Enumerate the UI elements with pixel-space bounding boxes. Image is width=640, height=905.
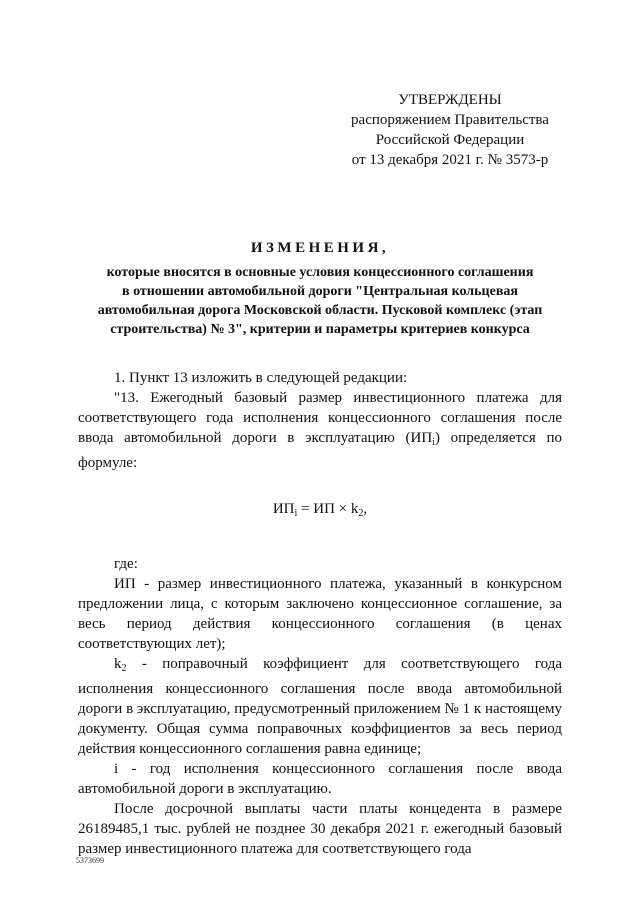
formula-term: = ИП × k xyxy=(297,501,359,517)
paragraph-text: "13. Ежегодный базовый размер инвестиционного платежа для соответствующего года исполнения концессионного соглашения после ввода автомобильной дороги в эксплуатацию (ИП xyxy=(78,390,562,446)
subtitle-line: в отношении автомобильной дороги "Центральная кольцевая xyxy=(122,284,518,299)
formula-term: ИП xyxy=(272,501,295,517)
paragraph: где: xyxy=(114,556,138,572)
paragraph-text: k xyxy=(114,656,122,672)
paragraph: После досрочной выплаты части платы концедента в размере 26189485,1 тыс. рублей не позднее 30 декабря 2021 г. ежегодный базовый размер инвестиционного платежа для соответствующего года xyxy=(78,801,562,857)
subscript: 2 xyxy=(358,508,364,519)
formula xyxy=(78,499,562,524)
subscript: 2 xyxy=(121,663,127,674)
paragraph: 1. Пункт 13 изложить в следующей редакции: xyxy=(114,370,408,386)
document-subtitle xyxy=(78,263,562,339)
subscript: i xyxy=(294,508,298,519)
paragraph: ИП - размер инвестиционного платежа, указанный в конкурсном предложении лица, с которым заключено концессионное соглашение, за весь период действия концессионного соглашения (в ценах соответствующих лет); xyxy=(78,576,562,652)
approval-date-number: от 13 декабря 2021 г. № 3573-р xyxy=(351,152,549,168)
document-body xyxy=(78,368,562,859)
subtitle-line: которые вносятся в основные условия концессионного соглашения xyxy=(106,265,534,280)
formula-term: , xyxy=(363,501,368,517)
approval-block xyxy=(330,90,570,170)
subtitle-line: строительства) № 3", критерии и параметры критериев конкурса xyxy=(110,322,530,337)
approval-heading: УТВЕРЖДЕНЫ xyxy=(398,92,502,108)
subtitle-line: автомобильная дорога Московской области. Пусковой комплекс (этап xyxy=(97,303,543,318)
paragraph xyxy=(78,388,562,473)
subscript: i xyxy=(432,437,435,448)
document-title: ИЗМЕНЕНИЯ, xyxy=(250,240,390,256)
approval-line: распоряжением Правительства xyxy=(351,112,549,128)
paragraph-text: ) определяется по формуле: xyxy=(78,430,562,471)
approval-line: Российской Федерации xyxy=(375,132,525,148)
paragraph-text: - поправочный коэффициент для соответствующего года исполнения концессионного соглашения после ввода автомобильной дороги в эксплуатацию, предусмотренный приложением № 1 к настоящему документу. Общая сумма поправочных коэффициентов за весь период действия концессионного соглашения равна единице; xyxy=(78,656,562,757)
document-code: 5373699 xyxy=(76,856,104,865)
paragraph xyxy=(78,654,562,759)
paragraph: i - год исполнения концессионного соглашения после ввода автомобильной дороги в эксплуатацию. xyxy=(78,761,562,797)
